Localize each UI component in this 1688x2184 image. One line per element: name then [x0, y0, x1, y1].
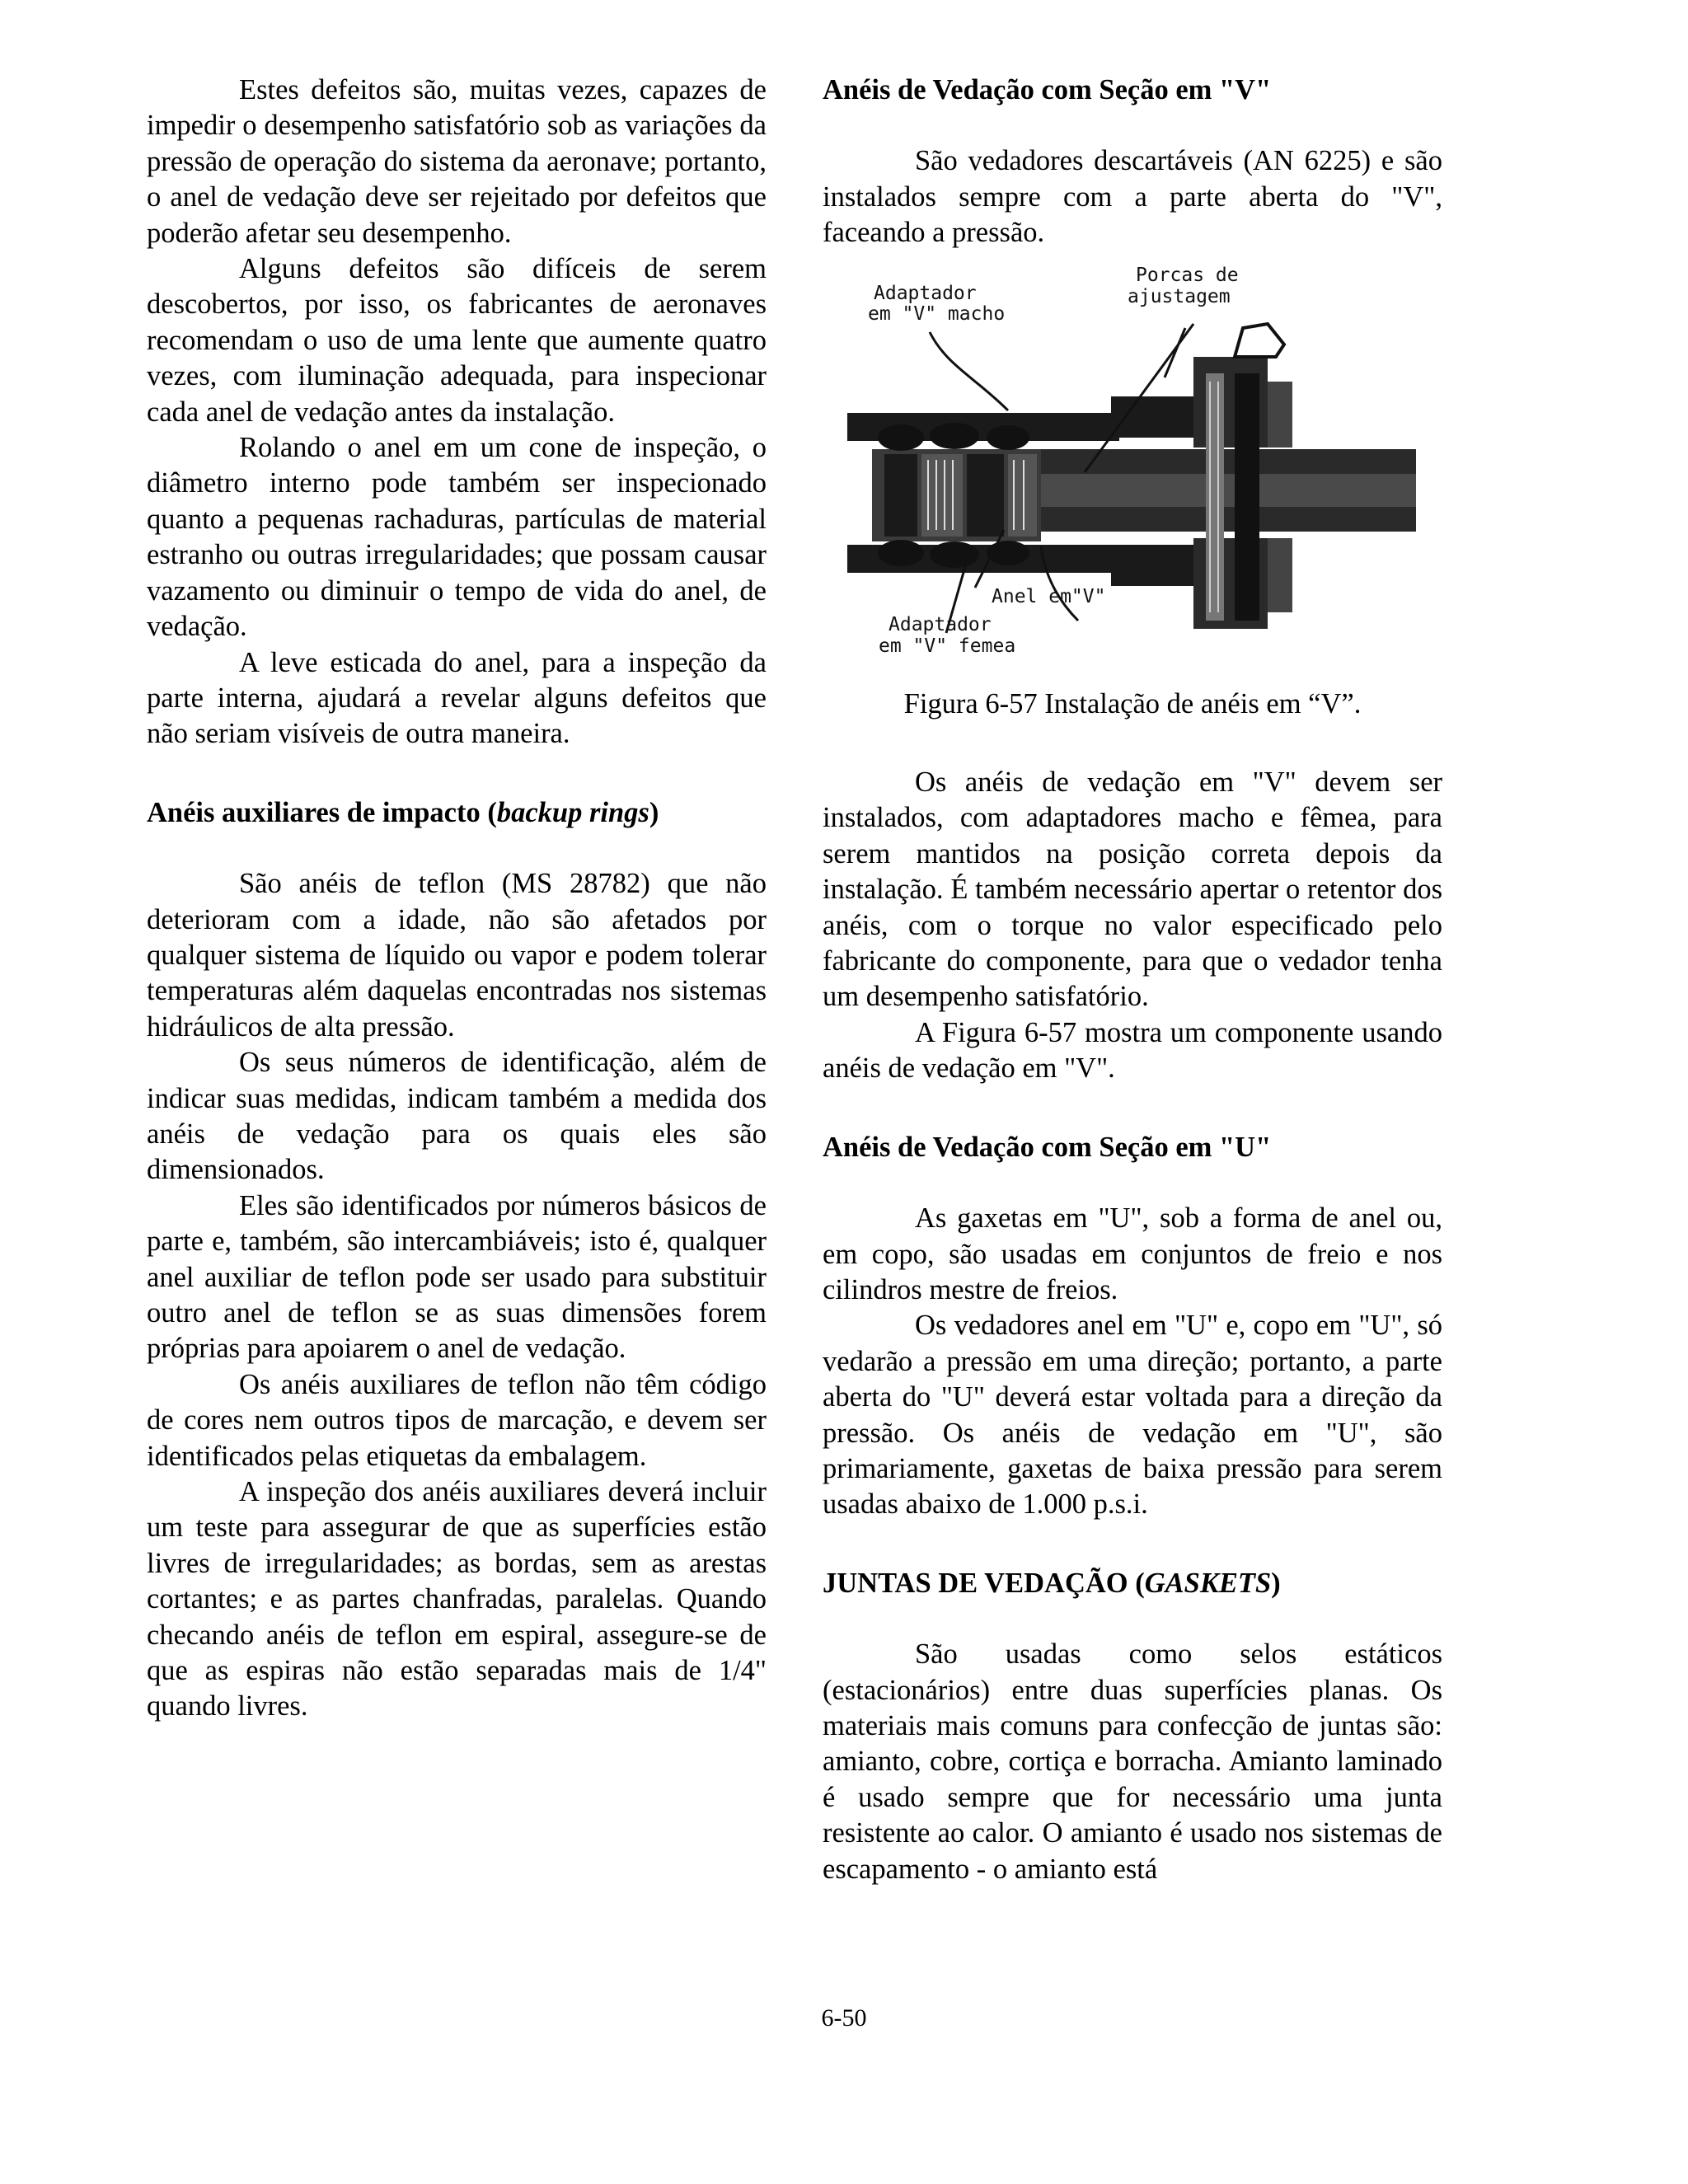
- paragraph-v-rings-installation: Os anéis de vedação em "V" devem ser instalados, com adaptadores macho e fêmea, para serem mantidos na posição correta depois da instalação. É também necessário apertar o retentor dos anéis, com o torque no valor especificado pelo fabricante do componente, para que o vedador tenha um desempenho satisfatório.: [823, 766, 1442, 1013]
- paragraph-u-gaskets: As gaxetas em "U", sob a forma de anel ou, em copo, são usadas em conjuntos de freio e nos cilindros mestre de freios.: [823, 1202, 1442, 1305]
- left-column: [147, 73, 767, 1725]
- label-adaptador-femea-1: Adaptador: [889, 613, 992, 635]
- label-adaptador-femea-2: em "V" femea: [879, 635, 1016, 657]
- label-porcas-1: Porcas de: [1136, 264, 1239, 286]
- figure-caption: Figura 6-57 Instalação de anéis em “V”.: [903, 687, 1362, 719]
- label-adaptador-macho-1: Adaptador: [874, 282, 977, 304]
- paragraph-inspection-cone: Rolando o anel em um cone de inspeção, o diâmetro interno pode também ser inspecionado quanto a pequenas rachaduras, partículas de material estranho ou outras irregularidades; que possam causar vazamento ou diminuir o tempo de vida do anel, de vedação.: [147, 432, 767, 643]
- heading-u-rings: Anéis de Vedação com Seção em "U": [823, 1131, 1272, 1163]
- heading-backup-rings: Anéis auxiliares de impacto (backup rings): [147, 796, 659, 828]
- paragraph-teflon-rings: São anéis de teflon (MS 28782) que não deterioram com a idade, não são afetados por qualquer sistema de líquido ou vapor e podem tolerar temperaturas além daquelas encontradas nos sistemas hidráulicos de alta pressão.: [147, 868, 767, 1043]
- figure-v-ring-installation: [823, 258, 1442, 687]
- paragraph-identification-numbers: Os seus números de identificação, além de indicar suas medidas, indicam também a medida dos anéis de vedação para os quais eles são dimensionados.: [147, 1047, 767, 1186]
- paragraph-gaskets-materials: São usadas como selos estáticos (estacionários) entre duas superfícies planas. Os materiais mais comuns para confecção de juntas são: amianto, cobre, cortiça e borracha. Amianto laminado é usado sempre que for necessário uma junta resistente ao calor. O amianto é usado nos sistemas de escapamento - o amianto está: [823, 1638, 1442, 1885]
- paragraph-interchangeable: Eles são identificados por números básicos de parte e, também, são intercambiáveis; isto é, qualquer anel auxiliar de teflon pode ser usado para substituir outro anel de teflon se as suas dimensões forem próprias para apoiarem o anel de vedação.: [147, 1189, 767, 1365]
- paragraph-stretch: A leve esticada do anel, para a inspeção da parte interna, ajudará a revelar alguns defeitos que não seriam visíveis de outra maneira.: [147, 646, 767, 750]
- v-ring-diagram: [823, 258, 1442, 687]
- paragraph-backup-inspection: A inspeção dos anéis auxiliares deverá incluir um teste para assegurar de que as superfícies estão livres de irregularidades; as bordas, sem as arestas cortantes; e as partes chanfradas, paralelas. Quando checando anéis de teflon em espiral, assegure-se de que as espiras não estão separadas mais de 1/4" quando livres.: [147, 1476, 767, 1722]
- right-column: [823, 73, 1442, 1887]
- heading-gaskets: JUNTAS DE VEDAÇÃO (GASKETS): [823, 1567, 1281, 1599]
- label-porcas-2: ajustagem: [1128, 285, 1231, 307]
- paragraph-figure-reference: A Figura 6-57 mostra um componente usando anéis de vedação em "V".: [823, 1016, 1442, 1085]
- label-adaptador-macho-2: em "V" macho: [868, 302, 1006, 325]
- paragraph-magnifier: Alguns defeitos são difíceis de serem descobertos, por isso, os fabricantes de aeronaves recomendam o uso de uma lente que aumente quatro vezes, com iluminação adequada, para inspecionar cada anel de vedação antes da instalação.: [147, 253, 767, 428]
- paragraph-defects: Estes defeitos são, muitas vezes, capazes de impedir o desempenho satisfatório sob as variações da pressão de operação do sistema da aeronave; portanto, o anel de vedação deve ser rejeitado por defeitos que poderão afetar seu desempenho.: [147, 74, 767, 249]
- page-number: 6-50: [821, 2004, 867, 2032]
- paragraph-u-seal-direction: Os vedadores anel em "U" e, copo em "U", só vedarão a pressão em uma direção; portanto, a parte aberta do "U" deverá estar voltada para a direção da pressão. Os anéis de vedação em "U", são primariamente, gaxetas de baixa pressão para serem usadas abaixo de 1.000 p.s.i.: [823, 1310, 1442, 1521]
- label-anel-v: Anel em"V": [992, 585, 1106, 607]
- paragraph-no-color-code: Os anéis auxiliares de teflon não têm código de cores nem outros tipos de marcação, e devem ser identificados pelas etiquetas da embalagem.: [147, 1368, 767, 1472]
- heading-v-rings: Anéis de Vedação com Seção em "V": [823, 74, 1272, 105]
- paragraph-v-rings-intro: São vedadores descartáveis (AN 6225) e são instalados sempre com a parte aberta do "V", faceando a pressão.: [823, 145, 1442, 249]
